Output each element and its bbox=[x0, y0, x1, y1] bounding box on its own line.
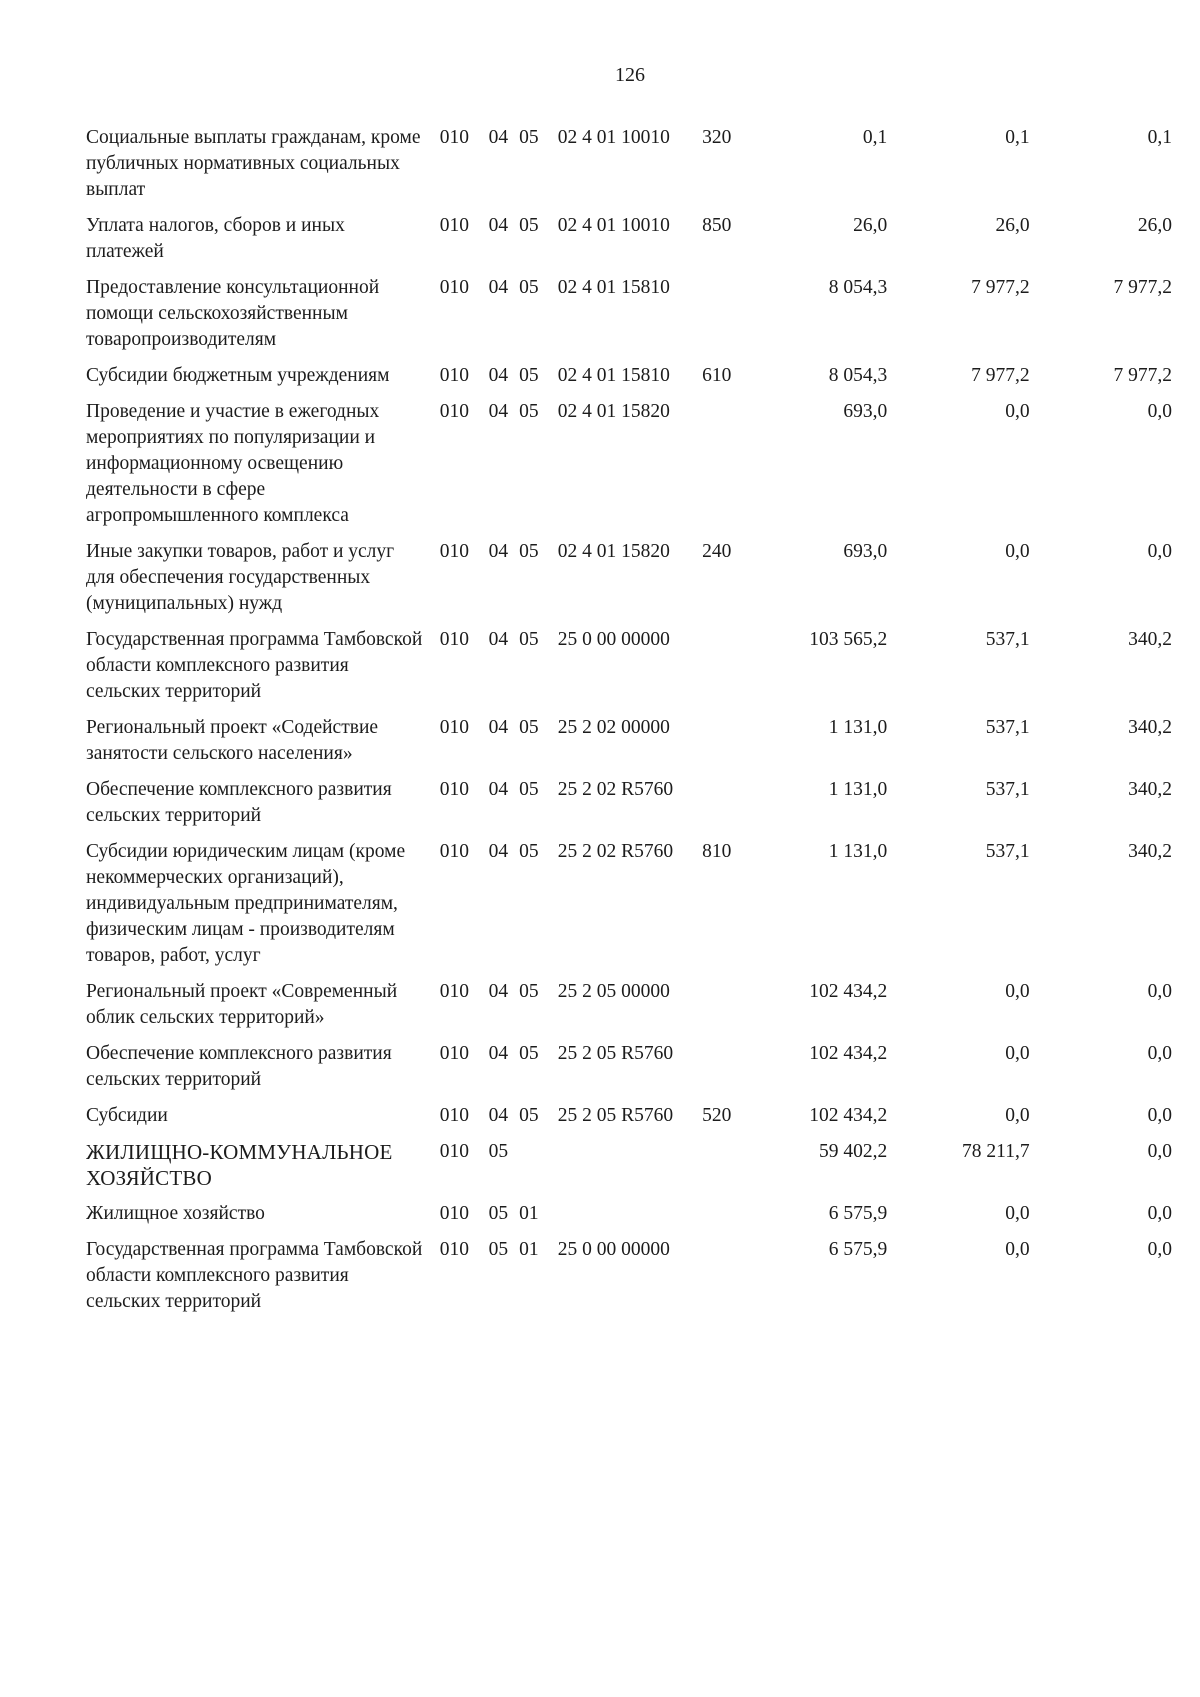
subsection-code: 05 bbox=[519, 215, 539, 236]
amount-year-3: 340,2 bbox=[1128, 841, 1172, 862]
table-row bbox=[86, 1237, 1172, 1325]
amount-year-1: 59 402,2 bbox=[818, 1141, 888, 1162]
admin-code: 010 bbox=[439, 401, 469, 422]
expense-type-code: 320 bbox=[702, 127, 732, 148]
section-code: 04 bbox=[488, 277, 509, 298]
page-number: 126 bbox=[615, 64, 645, 86]
section-code: 04 bbox=[488, 215, 509, 236]
expense-type-code: 610 bbox=[702, 365, 732, 386]
row-name: Государственная программа Тамбовской области комплексного развития сельских территорий bbox=[86, 1239, 423, 1312]
subsection-code: 01 bbox=[519, 1203, 539, 1224]
row-name: Государственная программа Тамбовской области комплексного развития сельских территорий bbox=[86, 629, 423, 702]
budget-table-body bbox=[86, 125, 1172, 1325]
expense-type-code bbox=[702, 1041, 753, 1103]
amount-year-1: 1 131,0 bbox=[828, 779, 888, 800]
target-article-code bbox=[558, 1201, 702, 1237]
subsection-code: 05 bbox=[519, 1105, 539, 1126]
amount-year-3: 0,0 bbox=[1147, 1105, 1172, 1126]
admin-code: 010 bbox=[439, 215, 469, 236]
target-article-code: 25 2 02 R5760 bbox=[557, 779, 674, 800]
admin-code: 010 bbox=[439, 779, 469, 800]
section-code: 04 bbox=[488, 629, 509, 650]
row-name: Иные закупки товаров, работ и услуг для обеспечения государственных (муниципальных) нужд bbox=[86, 541, 395, 614]
amount-year-1: 102 434,2 bbox=[809, 1105, 888, 1126]
expense-type-code: 520 bbox=[702, 1105, 732, 1126]
amount-year-2: 7 977,2 bbox=[971, 365, 1030, 386]
section-code: 04 bbox=[488, 841, 509, 862]
amount-year-2: 0,0 bbox=[1005, 401, 1030, 422]
amount-year-2: 0,0 bbox=[1005, 1203, 1030, 1224]
amount-year-3: 340,2 bbox=[1128, 629, 1172, 650]
table-row bbox=[86, 539, 1172, 627]
admin-code: 010 bbox=[439, 1105, 469, 1126]
amount-year-2: 0,0 bbox=[1005, 1239, 1030, 1260]
amount-year-3: 0,0 bbox=[1147, 401, 1172, 422]
admin-code: 010 bbox=[439, 1141, 469, 1162]
amount-year-3: 26,0 bbox=[1137, 215, 1172, 236]
target-article-code: 25 0 00 00000 bbox=[557, 629, 670, 650]
admin-code: 010 bbox=[439, 841, 469, 862]
amount-year-1: 0,1 bbox=[862, 127, 888, 148]
amount-year-1: 1 131,0 bbox=[828, 717, 888, 738]
section-code: 04 bbox=[488, 541, 509, 562]
expense-type-code bbox=[702, 399, 753, 539]
amount-year-1: 26,0 bbox=[853, 215, 888, 236]
subsection-code: 01 bbox=[519, 1239, 539, 1260]
amount-year-3: 7 977,2 bbox=[1113, 365, 1172, 386]
table-row bbox=[86, 275, 1172, 363]
table-row bbox=[86, 839, 1172, 979]
table-row bbox=[86, 1201, 1172, 1237]
table-row bbox=[86, 979, 1172, 1041]
amount-year-1: 6 575,9 bbox=[828, 1203, 888, 1224]
expense-type-code bbox=[702, 1201, 753, 1237]
amount-year-3: 340,2 bbox=[1128, 717, 1172, 738]
expense-type-code: 850 bbox=[702, 215, 732, 236]
amount-year-3: 0,0 bbox=[1147, 541, 1172, 562]
subsection-code: 05 bbox=[519, 365, 539, 386]
admin-code: 010 bbox=[439, 541, 469, 562]
table-row bbox=[86, 1041, 1172, 1103]
target-article-code: 25 2 05 00000 bbox=[557, 981, 670, 1002]
amount-year-2: 0,0 bbox=[1005, 1043, 1030, 1064]
row-name: ЖИЛИЩНО-КОММУНАЛЬНОЕ ХОЗЯЙСТВО bbox=[86, 1140, 393, 1190]
amount-year-2: 0,0 bbox=[1005, 1105, 1030, 1126]
amount-year-1: 8 054,3 bbox=[828, 277, 888, 298]
expense-type-code bbox=[702, 1139, 753, 1201]
subsection-code: 05 bbox=[519, 841, 539, 862]
admin-code: 010 bbox=[439, 717, 469, 738]
target-article-code: 02 4 01 15810 bbox=[557, 277, 670, 298]
subsection-code: 05 bbox=[519, 277, 539, 298]
amount-year-2: 0,1 bbox=[1005, 127, 1030, 148]
budget-table bbox=[86, 125, 1172, 1325]
amount-year-1: 1 131,0 bbox=[828, 841, 888, 862]
expense-type-code: 240 bbox=[702, 541, 732, 562]
expense-type-code bbox=[702, 275, 753, 363]
target-article-code: 25 2 02 00000 bbox=[557, 717, 670, 738]
subsection-code: 05 bbox=[519, 127, 539, 148]
section-code: 04 bbox=[488, 1043, 509, 1064]
row-name: Социальные выплаты гражданам, кроме публичных нормативных социальных выплат bbox=[86, 127, 421, 200]
section-code: 04 bbox=[488, 365, 509, 386]
expense-type-code bbox=[702, 1237, 753, 1325]
expense-type-code bbox=[702, 627, 753, 715]
amount-year-1: 693,0 bbox=[843, 401, 888, 422]
expense-type-code bbox=[702, 777, 753, 839]
amount-year-3: 0,0 bbox=[1147, 981, 1172, 1002]
table-row bbox=[86, 777, 1172, 839]
subsection-code: 05 bbox=[519, 981, 539, 1002]
target-article-code: 02 4 01 15820 bbox=[557, 401, 670, 422]
amount-year-2: 0,0 bbox=[1005, 541, 1030, 562]
table-row bbox=[86, 213, 1172, 275]
target-article-code: 25 2 05 R5760 bbox=[557, 1043, 674, 1064]
table-row bbox=[86, 1139, 1172, 1201]
target-article-code: 02 4 01 10010 bbox=[557, 215, 670, 236]
amount-year-3: 7 977,2 bbox=[1113, 277, 1172, 298]
amount-year-1: 693,0 bbox=[843, 541, 888, 562]
amount-year-3: 0,0 bbox=[1147, 1203, 1172, 1224]
subsection-code: 05 bbox=[519, 1043, 539, 1064]
table-row bbox=[86, 1103, 1172, 1139]
expense-type-code bbox=[702, 715, 753, 777]
section-code: 04 bbox=[488, 127, 509, 148]
admin-code: 010 bbox=[439, 365, 469, 386]
expense-type-code: 810 bbox=[702, 841, 732, 862]
amount-year-3: 340,2 bbox=[1128, 779, 1172, 800]
table-row bbox=[86, 399, 1172, 539]
target-article-code: 02 4 01 10010 bbox=[557, 127, 670, 148]
section-code: 05 bbox=[488, 1239, 509, 1260]
row-name: Субсидии бюджетным учреждениям bbox=[86, 365, 390, 386]
amount-year-2: 537,1 bbox=[985, 629, 1030, 650]
row-name: Субсидии bbox=[86, 1105, 168, 1126]
table-row bbox=[86, 125, 1172, 213]
admin-code: 010 bbox=[439, 1203, 469, 1224]
table-row bbox=[86, 363, 1172, 399]
amount-year-2: 537,1 bbox=[985, 717, 1030, 738]
row-name: Проведение и участие в ежегодных мероприятиях по популяризации и информационному освещению деятельности в сфере агропромышленного комплекса bbox=[86, 401, 380, 526]
admin-code: 010 bbox=[439, 277, 469, 298]
amount-year-3: 0,0 bbox=[1147, 1239, 1172, 1260]
admin-code: 010 bbox=[439, 1043, 469, 1064]
target-article-code: 25 2 05 R5760 bbox=[557, 1105, 674, 1126]
amount-year-2: 26,0 bbox=[995, 215, 1030, 236]
row-name: Жилищное хозяйство bbox=[86, 1203, 265, 1224]
target-article-code: 25 2 02 R5760 bbox=[557, 841, 674, 862]
row-name: Региональный проект «Содействие занятости сельского населения» bbox=[86, 717, 379, 764]
section-code: 04 bbox=[488, 981, 509, 1002]
amount-year-2: 0,0 bbox=[1005, 981, 1030, 1002]
target-article-code: 02 4 01 15820 bbox=[557, 541, 670, 562]
section-code: 04 bbox=[488, 779, 509, 800]
table-row bbox=[86, 715, 1172, 777]
row-name: Региональный проект «Современный облик сельских территорий» bbox=[86, 981, 398, 1028]
amount-year-3: 0,0 bbox=[1147, 1141, 1172, 1162]
section-code: 04 bbox=[488, 401, 509, 422]
subsection-code: 05 bbox=[519, 541, 539, 562]
amount-year-1: 102 434,2 bbox=[809, 981, 888, 1002]
expense-type-code bbox=[702, 979, 753, 1041]
admin-code: 010 bbox=[439, 127, 469, 148]
target-article-code: 02 4 01 15810 bbox=[557, 365, 670, 386]
amount-year-2: 537,1 bbox=[985, 841, 1030, 862]
row-name: Предоставление консультационной помощи сельскохозяйственным товаропроизводителям bbox=[86, 277, 380, 350]
amount-year-1: 6 575,9 bbox=[828, 1239, 888, 1260]
section-code: 05 bbox=[488, 1203, 509, 1224]
table-row bbox=[86, 627, 1172, 715]
row-name: Субсидии юридическим лицам (кроме некоммерческих организаций), индивидуальным предпринимателям, физическим лицам - производителям товаров, работ, услуг bbox=[86, 841, 406, 966]
amount-year-1: 8 054,3 bbox=[828, 365, 888, 386]
amount-year-2: 537,1 bbox=[985, 779, 1030, 800]
section-code: 04 bbox=[488, 1105, 509, 1126]
row-name: Обеспечение комплексного развития сельских территорий bbox=[86, 779, 392, 826]
admin-code: 010 bbox=[439, 1239, 469, 1260]
subsection-code bbox=[519, 1139, 558, 1201]
admin-code: 010 bbox=[439, 629, 469, 650]
amount-year-3: 0,0 bbox=[1147, 1043, 1172, 1064]
amount-year-3: 0,1 bbox=[1147, 127, 1172, 148]
row-name: Обеспечение комплексного развития сельских территорий bbox=[86, 1043, 392, 1090]
amount-year-2: 78 211,7 bbox=[962, 1141, 1030, 1162]
section-code: 04 bbox=[488, 717, 509, 738]
amount-year-2: 7 977,2 bbox=[971, 277, 1030, 298]
subsection-code: 05 bbox=[519, 779, 539, 800]
subsection-code: 05 bbox=[519, 401, 539, 422]
subsection-code: 05 bbox=[519, 717, 539, 738]
admin-code: 010 bbox=[439, 981, 469, 1002]
subsection-code: 05 bbox=[519, 629, 539, 650]
section-code: 05 bbox=[488, 1141, 509, 1162]
amount-year-1: 102 434,2 bbox=[809, 1043, 888, 1064]
target-article-code bbox=[558, 1139, 702, 1201]
row-name: Уплата налогов, сборов и иных платежей bbox=[86, 215, 345, 262]
amount-year-1: 103 565,2 bbox=[809, 629, 888, 650]
target-article-code: 25 0 00 00000 bbox=[557, 1239, 670, 1260]
